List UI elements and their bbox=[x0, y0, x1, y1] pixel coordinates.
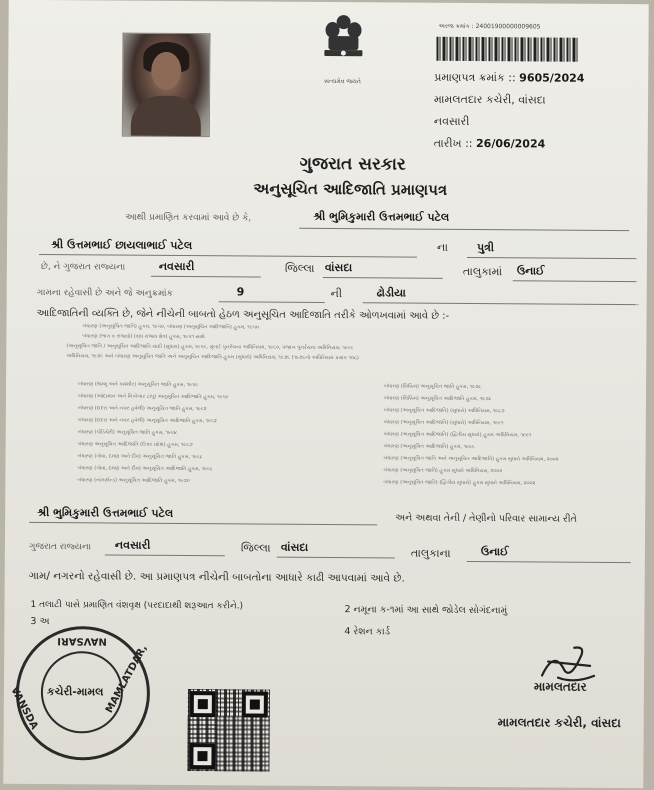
serial-label: ગામના રહેવાસી છે અને જે અનુક્રમાંક bbox=[36, 287, 173, 299]
right-order-6: બંધારણ (અનુસૂચિત આદિજાતિ) હુકમ, ૧૯૯૬ bbox=[383, 443, 475, 451]
left-order-3: બંધારણ (દાદરા અને નગર હવેલી) અનુસૂચિત જાતિ હુકમ, ૧૯૬૨ bbox=[77, 405, 207, 413]
emblem-caption: સત્યમેવ જયતે bbox=[324, 77, 361, 86]
relation: પુત્રી bbox=[476, 241, 495, 255]
left-order-5: બંધારણ (પોંડિચેરી) અનુસૂચિત જાતિ હુકમ, ૧૯૬૪ bbox=[77, 429, 177, 436]
right-order-7: બંધારણ (અનુસૂચિત જાતિ અને અનુસૂચિત આદિજાતિ) હુકમ સુધારો અધિનિયમ, ૨૦૦૨ bbox=[383, 455, 559, 463]
signatory-title: મામલતદાર bbox=[533, 679, 587, 694]
barcode bbox=[436, 37, 578, 62]
seal-right-text: MAMLATDAR, bbox=[103, 643, 150, 715]
issue-date-row bbox=[434, 137, 546, 152]
certify-prefix: આથી પ્રમાણિત કરવામાં આવે છે કે, bbox=[125, 212, 252, 224]
father-name: શ્રી ઉત્તમભાઈ છાયલાભાઈ પટેલ bbox=[50, 238, 193, 253]
seal-left-text: VANSDA bbox=[8, 685, 40, 732]
holder-name: શ્રી ભુમિકુમારી ઉત્તમભાઈ પટેલ bbox=[313, 209, 450, 224]
family-label: અને અથવા તેની / તેણીનો પરિવાર સામાન્ય રીતે bbox=[395, 512, 577, 525]
ni-label: ની bbox=[330, 287, 343, 301]
order-line-3: (અનુસૂચિત જાતિ / અનુસૂચિત આદિજાતિ યાદી (સુધારા) હુકમ, ૧૯૫૬, મુંબઈ પુનર્રચના અધિનિયમ, ૧૯૬૦, પંજાબ પુનર્રચના અધિનિયમ, ૧૯૬૬ bbox=[66, 343, 354, 352]
taluka-label: તાલુકામાં bbox=[462, 264, 503, 279]
application-number: અરજ ક્રમાંક : 24001900000009605 bbox=[438, 22, 541, 31]
seal-top-text: NAVSARI bbox=[57, 635, 107, 647]
right-order-9: બંધારણ (અનુસૂચિત જાતિ) (દ્વિતીય સુધારો) હુકમ સુધારો અધિનિયમ, ૨૦૦૨ bbox=[383, 479, 536, 487]
taluka-2: વાંસદા bbox=[280, 540, 309, 554]
national-emblem-icon bbox=[318, 12, 368, 74]
district-2: નવસારી bbox=[114, 538, 151, 552]
taluka: વાંસદા bbox=[324, 260, 353, 275]
basis-item-1: 1 તલાટી પાસે પ્રમાણિત વંશવૃક્ષ (પરદાદાથી શરૂઆત કરીને.) bbox=[30, 599, 244, 612]
left-order-8: બંધારણ (ગોવા, દમણ અને દીવ) અનુસૂચિત આદિજાતિ હુકમ, ૧૯૬૮ bbox=[77, 465, 213, 473]
photo-face bbox=[151, 52, 181, 90]
na-label: ના bbox=[436, 240, 448, 254]
village-2: ઉનાઈ bbox=[480, 545, 509, 559]
certificate-number-label: પ્રમાણપત્ર ક્રમાંક :: bbox=[434, 70, 516, 85]
photo-body bbox=[131, 96, 201, 136]
right-order-5: બંધારણ (અનુસૂચિત આદિજાતિ) (દ્વિતીય સુધારો) હુકમ અધિનિયમ, ૧૯૯૧ bbox=[383, 431, 532, 439]
qr-finder-top-right bbox=[242, 691, 268, 717]
official-seal bbox=[8, 626, 150, 761]
right-order-1: બંધારણ (સિક્કિમ) અનુસૂચિત જાતિ હુકમ, ૧૯૭૮ bbox=[384, 383, 482, 391]
issuing-district: નવસારી bbox=[433, 114, 470, 128]
order-line-4: અધિનિયમ, ૧૯૭૬ અને બંધારણ અનુસૂચિત જાતિ અને અનુસૂચિત આદિજાતિ હુકમ (સુધારો) અધિનિયમ, ૧૯૭૬ (૧૯૭૬નો અધિનિયમ ક્રમાંક ૧૦૮) bbox=[66, 353, 359, 362]
right-order-2: બંધારણ (સિક્કિમ) અનુસૂચિત આદિજાતિ હુકમ, ૧૯૭૮ bbox=[383, 395, 492, 403]
right-order-8: બંધારણ (અનુસૂચિત જાતિ) હુકમ સુધારો અધિનિયમ, ૨૦૦૨ bbox=[383, 467, 503, 475]
left-order-2: બંધારણ (આંદામાન અને નિકોબાર ટાપુ) અનુસૂચિત આદિજાતિ હુકમ, ૧૯૫૯ bbox=[77, 393, 229, 401]
qr-finder-bottom-left bbox=[189, 743, 215, 769]
basis-item-2: 2 નમૂના ક-૧માં આ સાથે જોડેલ સોગંદનામું bbox=[344, 604, 508, 617]
seal-center-text: કચેરી-મામલ bbox=[46, 685, 104, 699]
basis-statement: ગામ/ નગરનો રહેવાસી છે. આ પ્રમાણપત્ર નીચેની બાબતોના આધારે કાઢી આપવામાં આવે છે. bbox=[28, 569, 405, 585]
district-label: જિલ્લા bbox=[284, 261, 315, 275]
left-order-6: બંધારણ અનુસૂચિત આદિજાતિ (ઉત્તર પ્રદેશ) હુકમ, ૧૯૬૭ bbox=[77, 441, 193, 449]
serial-number: 9 bbox=[236, 285, 245, 299]
left-order-9: બંધારણ (નાગાલેન્ડ) અનુસૂચિત આદિજાતિ હુકમ, ૧૯૭૦ bbox=[77, 477, 190, 485]
district-label-2: જિલ્લા bbox=[240, 541, 271, 555]
qr-code bbox=[187, 689, 270, 772]
tribe-statement: આદિજાતિની વ્યક્તિ છે, જેને નીચેની બાબતો હેઠળ અનુસૂચિત આદિજાતિ તરીકે ઓળખવામાં આવે છે :- bbox=[36, 307, 450, 322]
signatory-office: મામલતદાર કચેરી, વાંસદા bbox=[497, 715, 621, 731]
left-order-1: બંધારણ (જમ્મુ અને કાશ્મીર) અનુસૂચિત જાતિ હુકમ, ૧૯૫૬ bbox=[78, 381, 199, 389]
left-order-4: બંધારણ (દાદરા અને નગર હવેલી) અનુસૂચિત આદિજાતિ હુકમ, ૧૯૬૨ bbox=[77, 417, 217, 425]
tribe: ઢોડીયા bbox=[376, 286, 406, 300]
village: ઉનાઈ bbox=[516, 264, 545, 278]
left-order-7: બંધારણ (ગોવા, દમણ અને દીવ) અનુસૂચિત જાતિ હુકમ, ૧૯૬૮ bbox=[77, 453, 203, 461]
right-order-3: બંધારણ (અનુસૂચિત આદિજાતિ) (સુધારો) અધિનિયમ, ૧૯૮૭ bbox=[383, 407, 505, 415]
taluka-label-2: તાલુકાના bbox=[410, 546, 451, 560]
order-line-2: બંધારણ (ભાગ ક રાજ્યો) (સંઘ રાજ્ય ક્ષેત્ર) હુકમ, ૧૯૫૧ સાથે bbox=[82, 333, 205, 341]
certificate-sheet bbox=[3, 0, 648, 788]
holder-name-repeat: શ્રી ભુમિકુમારી ઉત્તમભાઈ પટેલ bbox=[37, 505, 174, 520]
certificate-title: અનુસૂચિત આદિજાતિ પ્રમાણપત્ર bbox=[253, 179, 448, 199]
state-label-2: ગુજરાત રાજ્યના bbox=[28, 541, 92, 553]
issue-date-label: તારીખ :: bbox=[433, 136, 473, 151]
applicant-photo bbox=[122, 33, 211, 138]
government-title: ગુજરાત સરકાર bbox=[299, 153, 406, 175]
basis-item-4: 4 રેશન કાર્ડ bbox=[344, 626, 391, 638]
issuing-office: મામલતદાર કચેરી, વાંસદા bbox=[434, 92, 546, 107]
order-line-1: બંધારણ (અનુસૂચિત જાતિ) હુકમ, ૧૯૫૦, બંધારણ (અનુસૂચિત આદિજાતિ) હુકમ, ૧૯૫૦ bbox=[82, 323, 259, 331]
state-label: છે, ને ગુજરાત રાજ્યના bbox=[40, 262, 126, 273]
right-order-4: બંધારણ (અનુસૂચિત આદિજાતિ) (સુધારો) અધિનિયમ, ૧૯૯૧ bbox=[383, 419, 504, 427]
basis-item-3: 3 અ bbox=[30, 615, 50, 628]
district: નવસારી bbox=[158, 259, 195, 274]
certificate-number: 9605/2024 bbox=[519, 71, 585, 85]
certificate-number-row bbox=[434, 71, 584, 86]
issue-date: 26/06/2024 bbox=[475, 137, 546, 151]
qr-finder-top-left bbox=[190, 691, 216, 717]
